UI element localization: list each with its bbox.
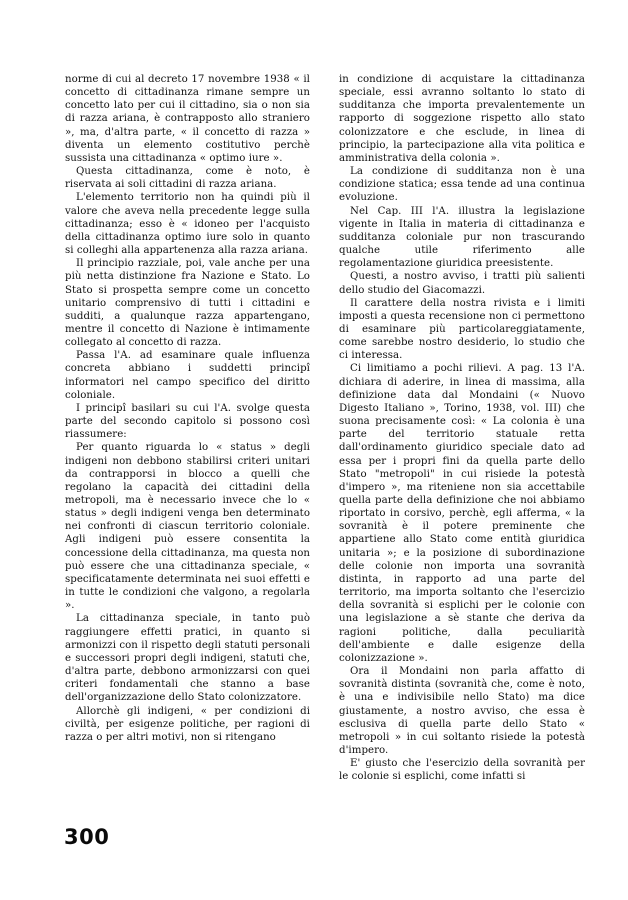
paragraph: Il principio razziale, poi, vale anche per una più netta distinzione fra Nazione e Stato. Lo Stato si prospetta sempre come un concetto unitario comprensivo di tutti i cittadini e sudditi, a qualunque razza appartengano, mentre il concetto di Nazione è intimamente collegato al concetto di razza. [65, 258, 310, 349]
paragraph: I principî basilari su cui l'A. svolge questa parte del secondo capitolo si possono così riassumere: [65, 402, 310, 441]
paragraph: La condizione di sudditanza non è una condizione statica; essa tende ad una continua evoluzione. [339, 166, 585, 204]
paragraph: Nel Cap. III l'A. illustra la legislazione vigente in Italia in materia di cittadinanza e sudditanza coloniale pur non trascurando qualche utile riferimento alle regolamentazione giuridica preesistente. [339, 205, 585, 270]
paragraph: Ci limitiamo a pochi rilievi. A pag. 13 l'A. dichiara di aderire, in linea di massima, alla definizione data dal Mondaini (« Nuovo Digesto Italiano », Torino, 1938, vol. III) che suona precisamente così: « La colonia è una parte del territorio statuale retta dall'ordinamento giuridico speciale dato ad essa per i propri fini da quella parte dello Stato "metropoli" in cui risiede la potestà d'impero », ma riteniene non sia accettabile quella parte della definizione che noi abbiamo riportato in corsivo, perchè, egli afferma, « la sovranità è il potere preminente che appartiene allo Stato come entità giuridica unitaria »; e la posizione di subordinazione delle colonie non importa una sovranità distinta, in rapporto ad una parte del territorio, ma importa soltanto che l'esercizio della sovranità si esplichi per le colonie con una legislazione a sè stante che deriva da ragioni politiche, dalla peculiarità dell'ambiente e dalle esigenze della colonizzazione ». [339, 363, 585, 664]
paragraph: Passa l'A. ad esaminare quale influenza concreta abbiano i suddetti principî informatori nel campo specifico del diritto coloniale. [65, 350, 310, 401]
paragraph: Allorchè gli indigeni, « per condizioni di civiltà, per esigenze politiche, per ragioni di razza o per altri motivi, non si ritengano [65, 705, 310, 743]
paragraph: La cittadinanza speciale, in tanto può raggiungere effetti pratici, in quanto si armonizzi con il rispetto degli statuti personali e successori propri degli indigeni, statuti che, d'altra parte, debbono armonizzarsi con quei criteri fondamentali che stanno a base dell'organizzazione dello Stato colonizzatore. [65, 613, 310, 704]
paragraph: in condizione di acquistare la cittadinanza speciale, essi avranno soltanto lo stato di sudditanza che importa prevalentemente un rapporto di soggezione rispetto allo stato colonizzatore e che esclude, in linea di principio, la partecipazione alla vita politica e amministrativa della colonia ». [339, 74, 585, 164]
paragraph: Il carattere della nostra rivista e i limiti imposti a questa recensione non ci permettono di esaminare più particolareggiatamente, come sarebbe nostro desiderio, lo studio che ci interessa. [339, 297, 585, 362]
page-number: 300 [64, 825, 110, 849]
paragraph: Ora il Mondaini non parla affatto di sovranità distinta (sovranità che, come è noto, è una e indivisibile nello Stato) ma dice giustamente, a nostro avviso, che essa è esclusiva di quella parte dello Stato « metropoli » in cui soltanto risiede la potestà d'impero. [339, 666, 585, 756]
paragraph: Questi, a nostro avviso, i tratti più salienti dello studio del Giacomazzi. [339, 271, 585, 296]
left-text-column [65, 73, 310, 744]
paragraph: E' giusto che l'esercizio della sovranità per le colonie si esplichi, come infatti si [339, 758, 585, 783]
right-text-column [339, 73, 585, 783]
paragraph: Questa cittadinanza, come è noto, è riservata ai soli cittadini di razza ariana. [65, 166, 310, 191]
paragraph: Per quanto riguarda lo « status » degli indigeni non debbono stabilirsi criteri unitari da contrapporsi in blocco a quelli che regolano la capacità dei cittadini della metropoli, ma è necessario invece che lo « status » degli indigeni venga ben determinato nei confronti di ciascun territorio coloniale. Agli indigeni può essere consentita la concessione della cittadinanza, ma questa non può essere che una cittadinanza speciale, « specificatamente determinata nei suoi effetti e in tutte le condizioni che valgono, a regolarla ». [65, 442, 310, 612]
paragraph: norme di cui al decreto 17 novembre 1938 « il concetto di cittadinanza rimane sempre un concetto lato per cui il cittadino, sia o non sia di razza ariana, è contrapposto allo straniero », ma, d'altra parte, « il concetto di razza » diventa un elemento costitutivo perchè sussista una cittadinanza « optimo iure ». [65, 74, 310, 164]
paragraph: L'elemento territorio non ha quindi più il valore che aveva nella precedente legge sulla cittadinanza; esso è « idoneo per l'acquisto della cittadinanza optimo iure solo in quanto si colleghi alla appartenenza alla razza ariana. [65, 192, 310, 257]
